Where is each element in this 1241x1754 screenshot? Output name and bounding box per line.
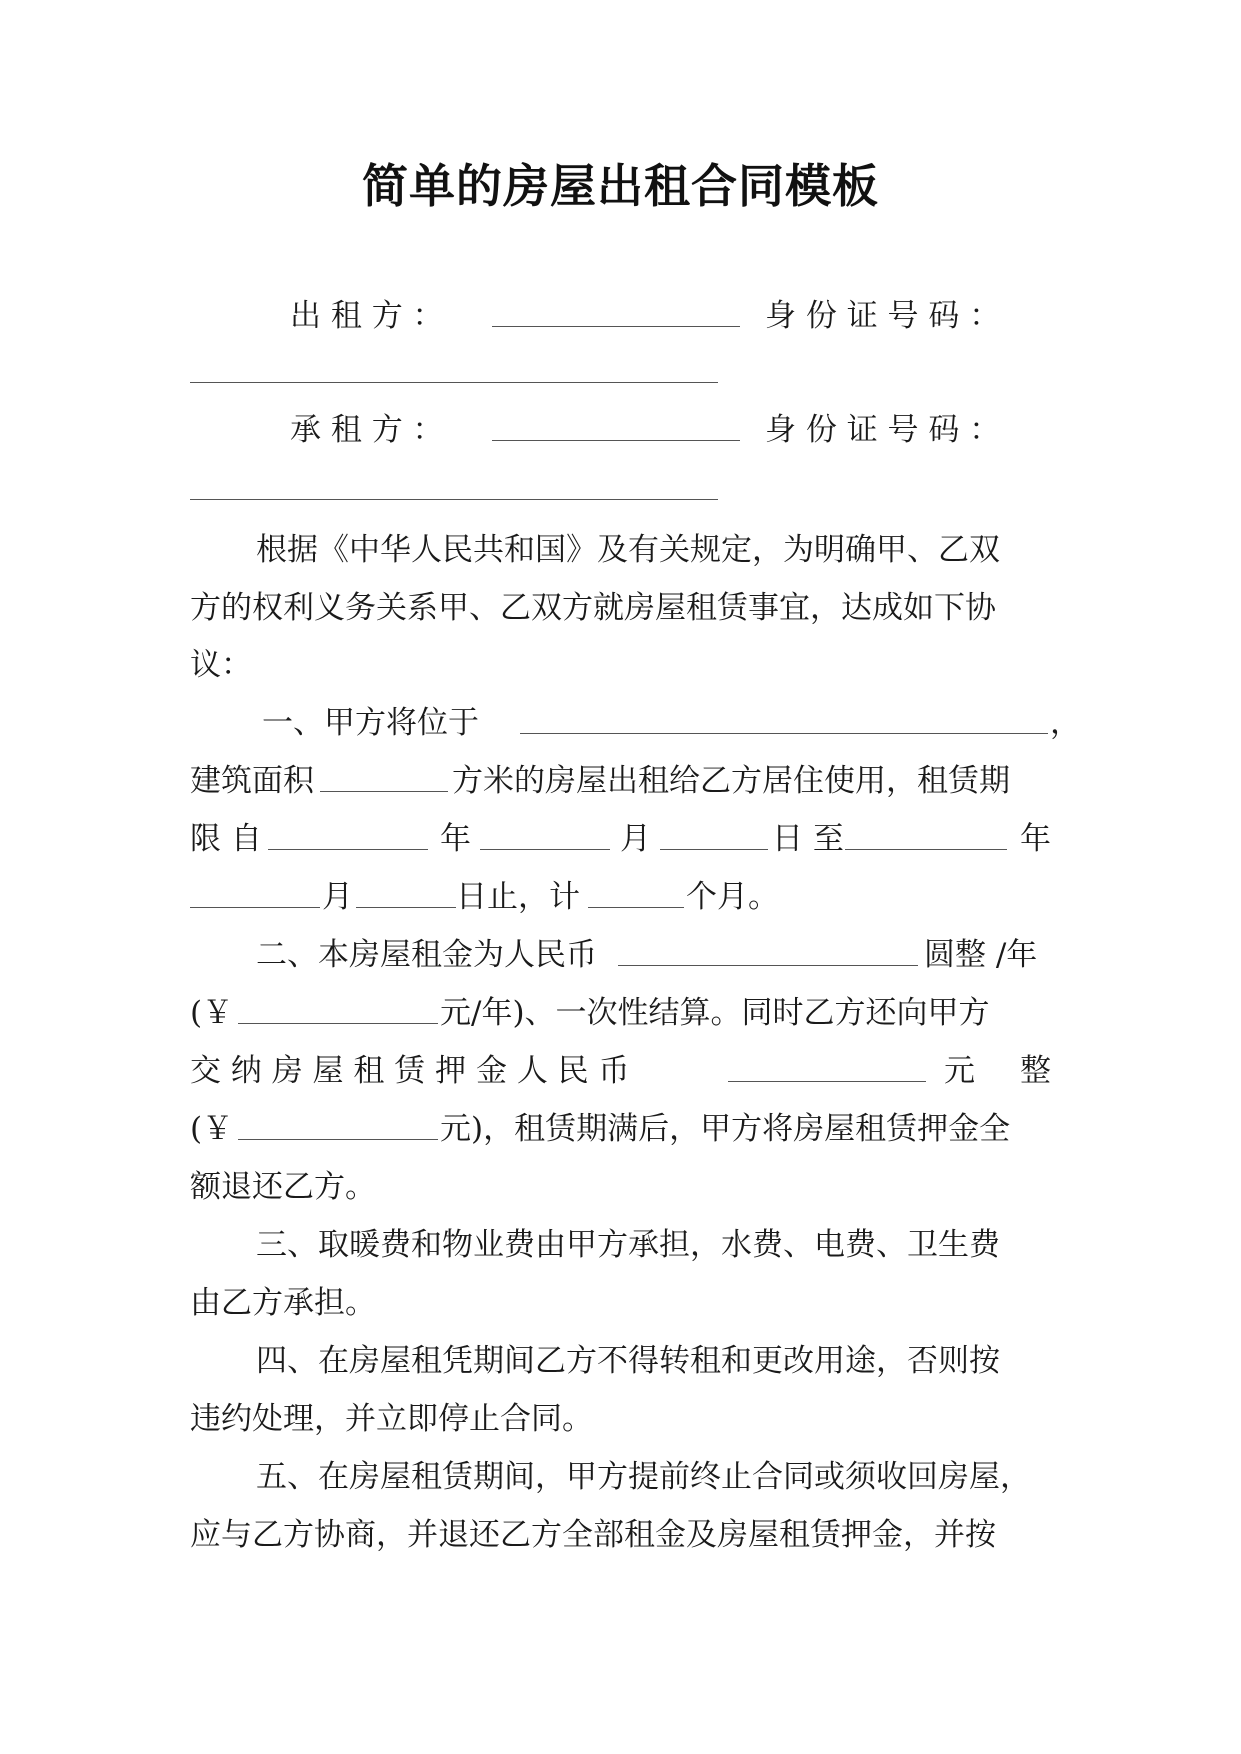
property-address-field[interactable] xyxy=(520,703,1048,744)
preamble-line: 方的权利义务关系甲、乙双方就房屋租赁事宜，达成如下协 xyxy=(190,590,996,626)
clause1-text: 建筑面积 xyxy=(190,763,314,799)
deposit-rmb-field[interactable] xyxy=(728,1051,926,1092)
clause3-text: 由乙方承担。 xyxy=(190,1285,376,1321)
preamble-line: 议： xyxy=(190,647,252,683)
clause1-text: 一、甲方将位于 xyxy=(262,705,479,741)
end-year-field[interactable] xyxy=(845,819,1007,860)
clause2-text: 二、本房屋租金为人民币 xyxy=(256,937,597,973)
preamble-line: 根据《中华人民共和国》及有关规定，为明确甲、乙双 xyxy=(256,532,1000,568)
clause2-text: 整 xyxy=(1020,1053,1051,1089)
area-field[interactable] xyxy=(320,761,448,802)
lessee-name-field[interactable] xyxy=(492,410,740,451)
clause2-text: (￥ xyxy=(190,995,234,1031)
clause2-text: 圆整 /年 xyxy=(924,937,1038,973)
lessor-name-field[interactable] xyxy=(492,296,740,337)
lessor-id-field[interactable] xyxy=(190,382,718,383)
clause1-text: 年 xyxy=(440,821,471,857)
lessee-id-label: 身 份 证 号 码 ： xyxy=(765,412,1001,448)
end-month-field[interactable] xyxy=(190,877,320,918)
clause5-text: 应与乙方协商，并退还乙方全部租金及房屋租赁押金，并按 xyxy=(190,1517,996,1553)
clause3-text: 三、取暖费和物业费由甲方承担，水费、电费、卫生费 xyxy=(256,1227,1000,1263)
clause2-text: 元)，租赁期满后，甲方将房屋租赁押金全 xyxy=(440,1111,1011,1147)
clause1-text: 年 xyxy=(1020,821,1051,857)
clause1-text: 个月。 xyxy=(686,879,779,915)
document-title: 简单的房屋出租合同模板 xyxy=(362,159,879,213)
clause4-text: 违约处理，并立即停止合同。 xyxy=(190,1401,593,1437)
lessee-label: 承 租 方 ： xyxy=(290,412,444,448)
rent-yuan-field[interactable] xyxy=(238,993,438,1034)
clause1-text: 日止，计 xyxy=(456,879,580,915)
clause2-text: 元/年)、一次性结算。同时乙方还向甲方 xyxy=(440,995,990,1031)
clause2-text: (￥ xyxy=(190,1111,234,1147)
rent-rmb-field[interactable] xyxy=(618,935,918,976)
clause4-text: 四、在房屋租凭期间乙方不得转租和更改用途，否则按 xyxy=(256,1343,1000,1379)
clause2-text: 交 纳 房 屋 租 赁 押 金 人 民 币 xyxy=(190,1053,630,1089)
clause1-text: 限 自 xyxy=(190,821,262,857)
clause2-text: 额退还乙方。 xyxy=(190,1169,376,1205)
clause5-text: 五、在房屋租赁期间，甲方提前终止合同或须收回房屋， xyxy=(256,1459,1031,1495)
months-field[interactable] xyxy=(588,877,684,918)
lessor-id-label: 身 份 证 号 码 ： xyxy=(765,298,1001,334)
end-day-field[interactable] xyxy=(356,877,456,918)
lessor-label: 出 租 方 ： xyxy=(290,298,444,334)
clause1-text: 月 xyxy=(620,821,651,857)
start-day-field[interactable] xyxy=(660,819,768,860)
clause1-text: 月 xyxy=(322,879,353,915)
clause2-text: 元 xyxy=(944,1053,975,1089)
deposit-yuan-field[interactable] xyxy=(238,1109,438,1150)
start-month-field[interactable] xyxy=(480,819,610,860)
clause1-text: 方米的房屋出租给乙方居住使用，租赁期 xyxy=(452,763,1010,799)
lessee-id-field[interactable] xyxy=(190,499,718,500)
start-year-field[interactable] xyxy=(268,819,428,860)
clause1-text: 日 至 xyxy=(772,821,844,857)
clause1-text: ， xyxy=(1050,705,1081,741)
